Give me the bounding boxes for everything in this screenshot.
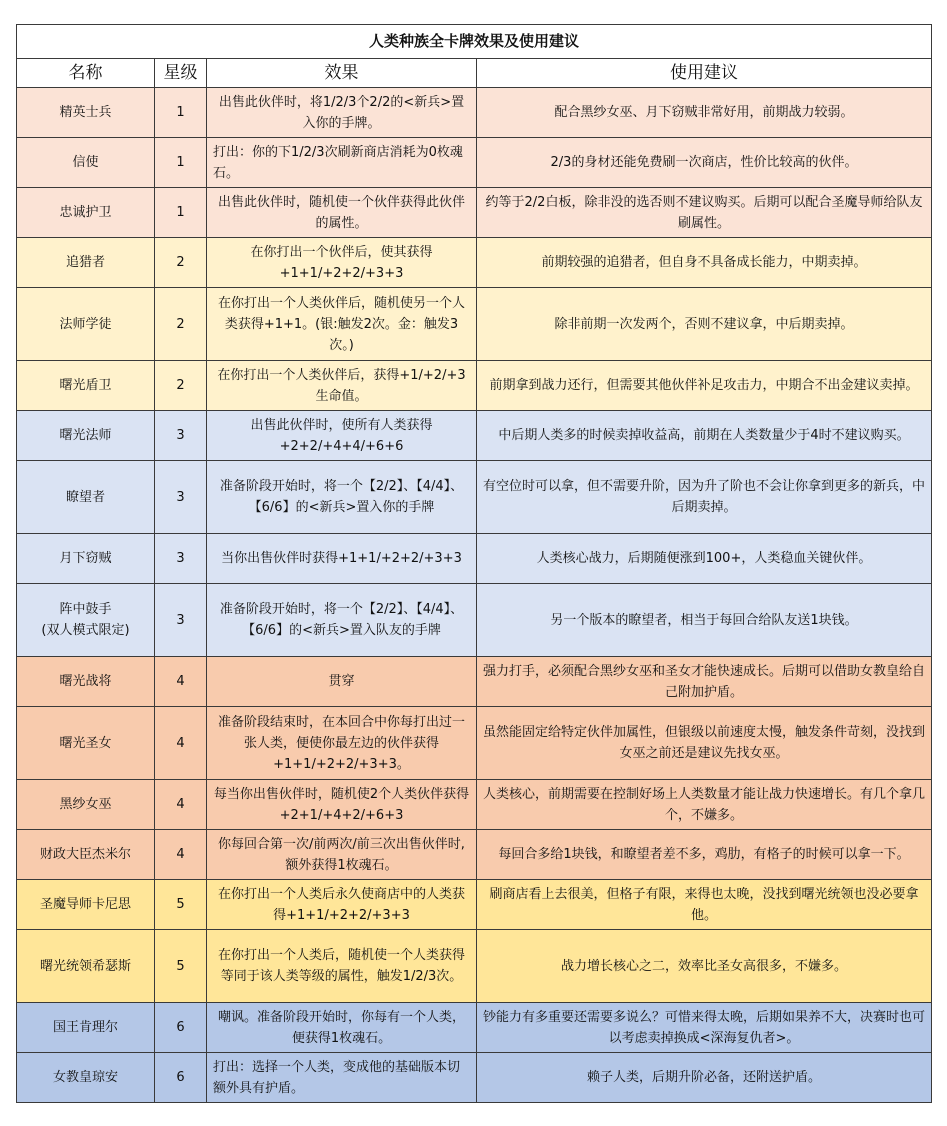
card-stars: 4 — [155, 657, 207, 707]
card-effect: 每当你出售伙伴时，随机使2个人类伙伴获得+2+1/+4+2/+6+3 — [207, 780, 477, 830]
card-stars: 5 — [155, 880, 207, 930]
card-advice: 人类核心，前期需要在控制好场上人类数量才能让战力快速增长。有几个拿几个，不嫌多。 — [477, 780, 932, 830]
card-effect: 嘲讽。准备阶段开始时，你每有一个人类，便获得1枚魂石。 — [207, 1003, 477, 1053]
card-advice: 前期拿到战力还行，但需要其他伙伴补足攻击力，中期合不出金建议卖掉。 — [477, 361, 932, 411]
card-table-container — [16, 24, 932, 1103]
card-effect: 出售此伙伴时，使所有人类获得+2+2/+4+4/+6+6 — [207, 411, 477, 461]
card-effect: 你每回合第一次/前两次/前三次出售伙伴时,额外获得1枚魂石。 — [207, 830, 477, 880]
card-stars: 3 — [155, 534, 207, 584]
card-advice: 约等于2/2白板，除非没的选否则不建议购买。后期可以配合圣魔导师给队友刷属性。 — [477, 188, 932, 238]
card-stars: 5 — [155, 930, 207, 1003]
card-name — [17, 584, 155, 657]
card-stars: 6 — [155, 1003, 207, 1053]
table-row — [17, 411, 932, 461]
card-stars: 2 — [155, 238, 207, 288]
table-row — [17, 707, 932, 780]
header-stars: 星级 — [155, 59, 207, 88]
card-stars: 4 — [155, 780, 207, 830]
card-name: 瞭望者 — [17, 461, 155, 534]
card-effect: 打出：选择一个人类，变成他的基础版本切额外具有护盾。 — [207, 1053, 477, 1103]
table-title-row — [17, 25, 932, 59]
card-name: 曙光统领希瑟斯 — [17, 930, 155, 1003]
header-effect: 效果 — [207, 59, 477, 88]
card-effect: 出售此伙伴时，将1/2/3个2/2的<新兵>置入你的手牌。 — [207, 88, 477, 138]
card-name: 曙光法师 — [17, 411, 155, 461]
card-advice: 配合黑纱女巫、月下窃贼非常好用，前期战力较弱。 — [477, 88, 932, 138]
table-row — [17, 188, 932, 238]
card-advice: 中后期人类多的时候卖掉收益高，前期在人类数量少于4时不建议购买。 — [477, 411, 932, 461]
card-advice: 人类核心战力，后期随便涨到100+，人类稳血关键伙伴。 — [477, 534, 932, 584]
card-name: 国王肯理尔 — [17, 1003, 155, 1053]
card-stars: 4 — [155, 707, 207, 780]
card-stars: 6 — [155, 1053, 207, 1103]
card-effect: 准备阶段开始时，将一个【2/2】、【4/4】、【6/6】的<新兵>置入你的手牌 — [207, 461, 477, 534]
card-stars: 3 — [155, 411, 207, 461]
card-stars: 2 — [155, 288, 207, 361]
table-row — [17, 1053, 932, 1103]
table-row — [17, 830, 932, 880]
table-row — [17, 361, 932, 411]
table-row — [17, 584, 932, 657]
card-effect: 准备阶段开始时，将一个【2/2】、【4/4】、【6/6】的<新兵>置入队友的手牌 — [207, 584, 477, 657]
card-advice: 刷商店看上去很美，但格子有限，来得也太晚，没找到曙光统领也没必要拿他。 — [477, 880, 932, 930]
header-advice: 使用建议 — [477, 59, 932, 88]
card-stars: 4 — [155, 830, 207, 880]
table-row — [17, 238, 932, 288]
table-row — [17, 288, 932, 361]
card-advice: 有空位时可以拿，但不需要升阶，因为升了阶也不会让你拿到更多的新兵，中后期卖掉。 — [477, 461, 932, 534]
card-name: 曙光圣女 — [17, 707, 155, 780]
card-advice: 钞能力有多重要还需要多说么？可惜来得太晚，后期如果养不大，决赛时也可以考虑卖掉换成<深海复仇者>。 — [477, 1003, 932, 1053]
header-name: 名称 — [17, 59, 155, 88]
card-advice: 每回合多给1块钱，和瞭望者差不多，鸡肋，有格子的时候可以拿一下。 — [477, 830, 932, 880]
card-effect: 准备阶段结束时，在本回合中你每打出过一张人类，便使你最左边的伙伴获得+1+1/+2+2/+3+3。 — [207, 707, 477, 780]
card-name: 信使 — [17, 138, 155, 188]
card-effect: 打出：你的下1/2/3次刷新商店消耗为0枚魂石。 — [207, 138, 477, 188]
card-advice: 另一个版本的瞭望者，相当于每回合给队友送1块钱。 — [477, 584, 932, 657]
card-table — [16, 24, 932, 1103]
table-title: 人类种族全卡牌效果及使用建议 — [17, 25, 932, 59]
card-name: 黑纱女巫 — [17, 780, 155, 830]
card-effect: 贯穿 — [207, 657, 477, 707]
table-row — [17, 88, 932, 138]
table-row — [17, 138, 932, 188]
table-row — [17, 534, 932, 584]
card-effect: 在你打出一个人类后永久使商店中的人类获得+1+1/+2+2/+3+3 — [207, 880, 477, 930]
card-stars: 3 — [155, 461, 207, 534]
table-row — [17, 780, 932, 830]
card-effect: 在你打出一个人类伙伴后，随机使另一个人类获得+1+1。(银:触发2次。金：触发3次。) — [207, 288, 477, 361]
card-name: 圣魔导师卡尼思 — [17, 880, 155, 930]
card-name-main: 阵中鼓手 — [59, 602, 112, 617]
card-name: 女教皇琼安 — [17, 1053, 155, 1103]
table-row — [17, 880, 932, 930]
card-effect: 出售此伙伴时，随机使一个伙伴获得此伙伴的属性。 — [207, 188, 477, 238]
card-advice: 除非前期一次发两个，否则不建议拿，中后期卖掉。 — [477, 288, 932, 361]
card-effect: 在你打出一个人类伙伴后，获得+1/+2/+3生命值。 — [207, 361, 477, 411]
table-row — [17, 461, 932, 534]
card-advice: 虽然能固定给特定伙伴加属性，但银级以前速度太慢，触发条件苛刻，没找到女巫之前还是建议先找女巫。 — [477, 707, 932, 780]
card-stars: 1 — [155, 188, 207, 238]
card-advice: 战力增长核心之二，效率比圣女高很多，不嫌多。 — [477, 930, 932, 1003]
table-row — [17, 657, 932, 707]
card-advice: 强力打手，必须配合黑纱女巫和圣女才能快速成长。后期可以借助女教皇给自己附加护盾。 — [477, 657, 932, 707]
card-name: 忠诚护卫 — [17, 188, 155, 238]
card-stars: 3 — [155, 584, 207, 657]
card-effect: 在你打出一个伙伴后，使其获得+1+1/+2+2/+3+3 — [207, 238, 477, 288]
card-name: 财政大臣杰米尔 — [17, 830, 155, 880]
card-effect: 在你打出一个人类后，随机使一个人类获得等同于该人类等级的属性，触发1/2/3次。 — [207, 930, 477, 1003]
card-name: 曙光盾卫 — [17, 361, 155, 411]
table-header-row — [17, 59, 932, 88]
card-name: 追猎者 — [17, 238, 155, 288]
table-row — [17, 1003, 932, 1053]
card-advice: 2/3的身材还能免费刷一次商店，性价比较高的伙伴。 — [477, 138, 932, 188]
table-row — [17, 930, 932, 1003]
card-effect: 当你出售伙伴时获得+1+1/+2+2/+3+3 — [207, 534, 477, 584]
card-name-note: (双人模式限定) — [41, 623, 130, 638]
card-name: 月下窃贼 — [17, 534, 155, 584]
card-stars: 1 — [155, 138, 207, 188]
card-advice: 前期较强的追猎者，但自身不具备成长能力，中期卖掉。 — [477, 238, 932, 288]
card-name: 曙光战将 — [17, 657, 155, 707]
card-stars: 1 — [155, 88, 207, 138]
card-advice: 赖子人类，后期升阶必备，还附送护盾。 — [477, 1053, 932, 1103]
card-name: 精英士兵 — [17, 88, 155, 138]
card-stars: 2 — [155, 361, 207, 411]
card-name: 法师学徒 — [17, 288, 155, 361]
